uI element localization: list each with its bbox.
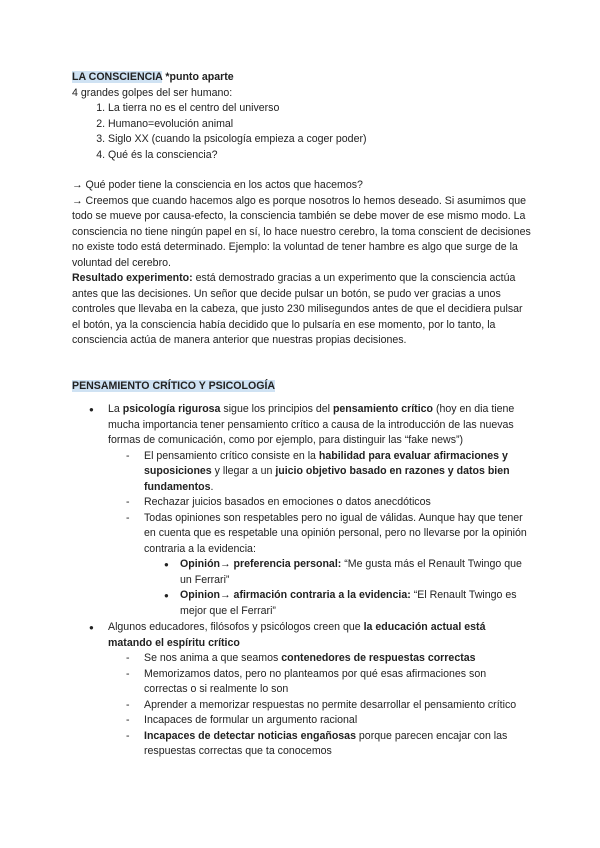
text: “Me gusta más el Renault Twingo que un Ferrari”: [180, 558, 522, 586]
list-item: [144, 511, 532, 620]
result-text: está demostrado gracias a un experimento que la consciencia actúa antes que las decisiones. Un señor que decide pulsar un botón, se pudo ver gracias a unos controles que llevaba en la cabeza, que justo 230 milisegundos antes de que el decidiera pulsar el botón, ya la consciencia había decidido que lo pulsaría en ese momento, por lo tanto, la consciencia actúa de manera anterior que nuestras propias decisiones.: [72, 272, 523, 346]
section2-bullets: [72, 402, 532, 760]
text: El pensamiento crítico consiste en la: [144, 449, 319, 462]
text: “El Renault Twingo es mejor que el Ferrari”: [180, 589, 517, 617]
list-item: - Incapaces de formular un argumento racional: [144, 713, 532, 729]
list-item: [144, 729, 532, 760]
list-item: - Aprender a memorizar respuestas no permite desarrollar el pensamiento crítico: [144, 698, 532, 714]
bold-text: pensamiento crítico: [332, 403, 434, 415]
text: Algunos educadores, filósofos y psicólogos creen que: [108, 621, 364, 633]
list-item: 4. Qué és la consciencia?: [108, 148, 532, 164]
golpes-list: [72, 101, 532, 163]
bold-text: juicio objetivo basado en razones y datos bien fundamentos: [144, 465, 510, 493]
section2-heading: [72, 379, 532, 395]
bold-text: habilidad para evaluar afirmaciones y suposiciones: [144, 449, 508, 477]
bold-text: contenedores de respuestas correctas: [281, 652, 476, 664]
section2-title: PENSAMIENTO CRÍTICO Y PSICOLOGÍA: [72, 379, 276, 392]
document-page: [72, 70, 532, 761]
result-label: Resultado experimento:: [72, 272, 193, 284]
bold-text: Incapaces de detectar noticias engañosas: [144, 729, 356, 742]
section1-note: *punto aparte: [162, 71, 234, 83]
text: .: [210, 480, 214, 493]
section1-title: LA CONSCIENCIA: [72, 71, 163, 83]
bold-text: la educación actual está matando el espíritu crítico: [108, 621, 486, 649]
question-paragraph: → Qué poder tiene la consciencia en los actos que hacemos?: [72, 179, 363, 191]
list-item: - Memorizamos datos, pero no planteamos por qué esas afirmaciones son correctas o si realmente lo son: [144, 667, 532, 698]
text: La: [108, 403, 123, 415]
list-item: [144, 651, 532, 667]
golpes-intro: 4 grandes golpes del ser humano:: [72, 86, 233, 99]
dash-list: [108, 449, 532, 620]
list-item: [180, 557, 532, 588]
bold-text: psicología rigurosa: [122, 403, 221, 415]
list-item: 1. La tierra no es el centro del universo: [108, 101, 532, 117]
bold-text: Opinion→ afirmación contraria a la evidencia:: [180, 589, 411, 601]
text: porque parecen encajar con las respuestas correctas que ta conocemos: [144, 729, 508, 757]
result-paragraph: [72, 271, 532, 349]
section1-heading: [72, 70, 532, 86]
bold-text: Opinión→ preferencia personal:: [180, 558, 342, 570]
list-item: [180, 588, 532, 619]
list-item: - Rechazar juicios basados en emociones o datos anecdóticos: [144, 495, 532, 511]
list-item: 3. Siglo XX (cuando la psicología empieza a coger poder): [108, 132, 532, 148]
list-item: [108, 620, 532, 760]
text: Se nos anima a que seamos: [144, 652, 282, 664]
list-item: 2. Humano=evolución animal: [108, 117, 532, 133]
text: (hoy en dia tiene mucha importancia tener pensamiento crítico a causa de la introducción de las nuevas formas de comunicación, como por ejemplo, para distinguir las “fake news”): [108, 403, 515, 446]
text: sigue los principios del: [220, 403, 333, 415]
list-item: [108, 402, 532, 619]
list-item: [144, 449, 532, 496]
text: Todas opiniones son respetables pero no igual de válidas. Aunque hay que tener en cuenta que es respetable una opinión personal, pero no llevarse por la opinión contraria a la evidencia:: [144, 511, 527, 555]
answer-paragraph: → Creemos que cuando hacemos algo es porque nosotros lo hemos deseado. Si asumimos que todo se mueve por causa-efecto, la consciencia también se debe mover de ese mismo modo. La consciencia no tiene ningún papel en sí, lo hace nuestro cerebro, la toma conscient de decisiones no existe todo está determinado. Ejemplo: la voluntad de tener hambre es algo que surge de la voluntad del cerebro.: [72, 194, 531, 269]
text: y llegar a un: [211, 465, 276, 477]
dash-list: [108, 651, 532, 760]
sub-list: [144, 557, 532, 619]
